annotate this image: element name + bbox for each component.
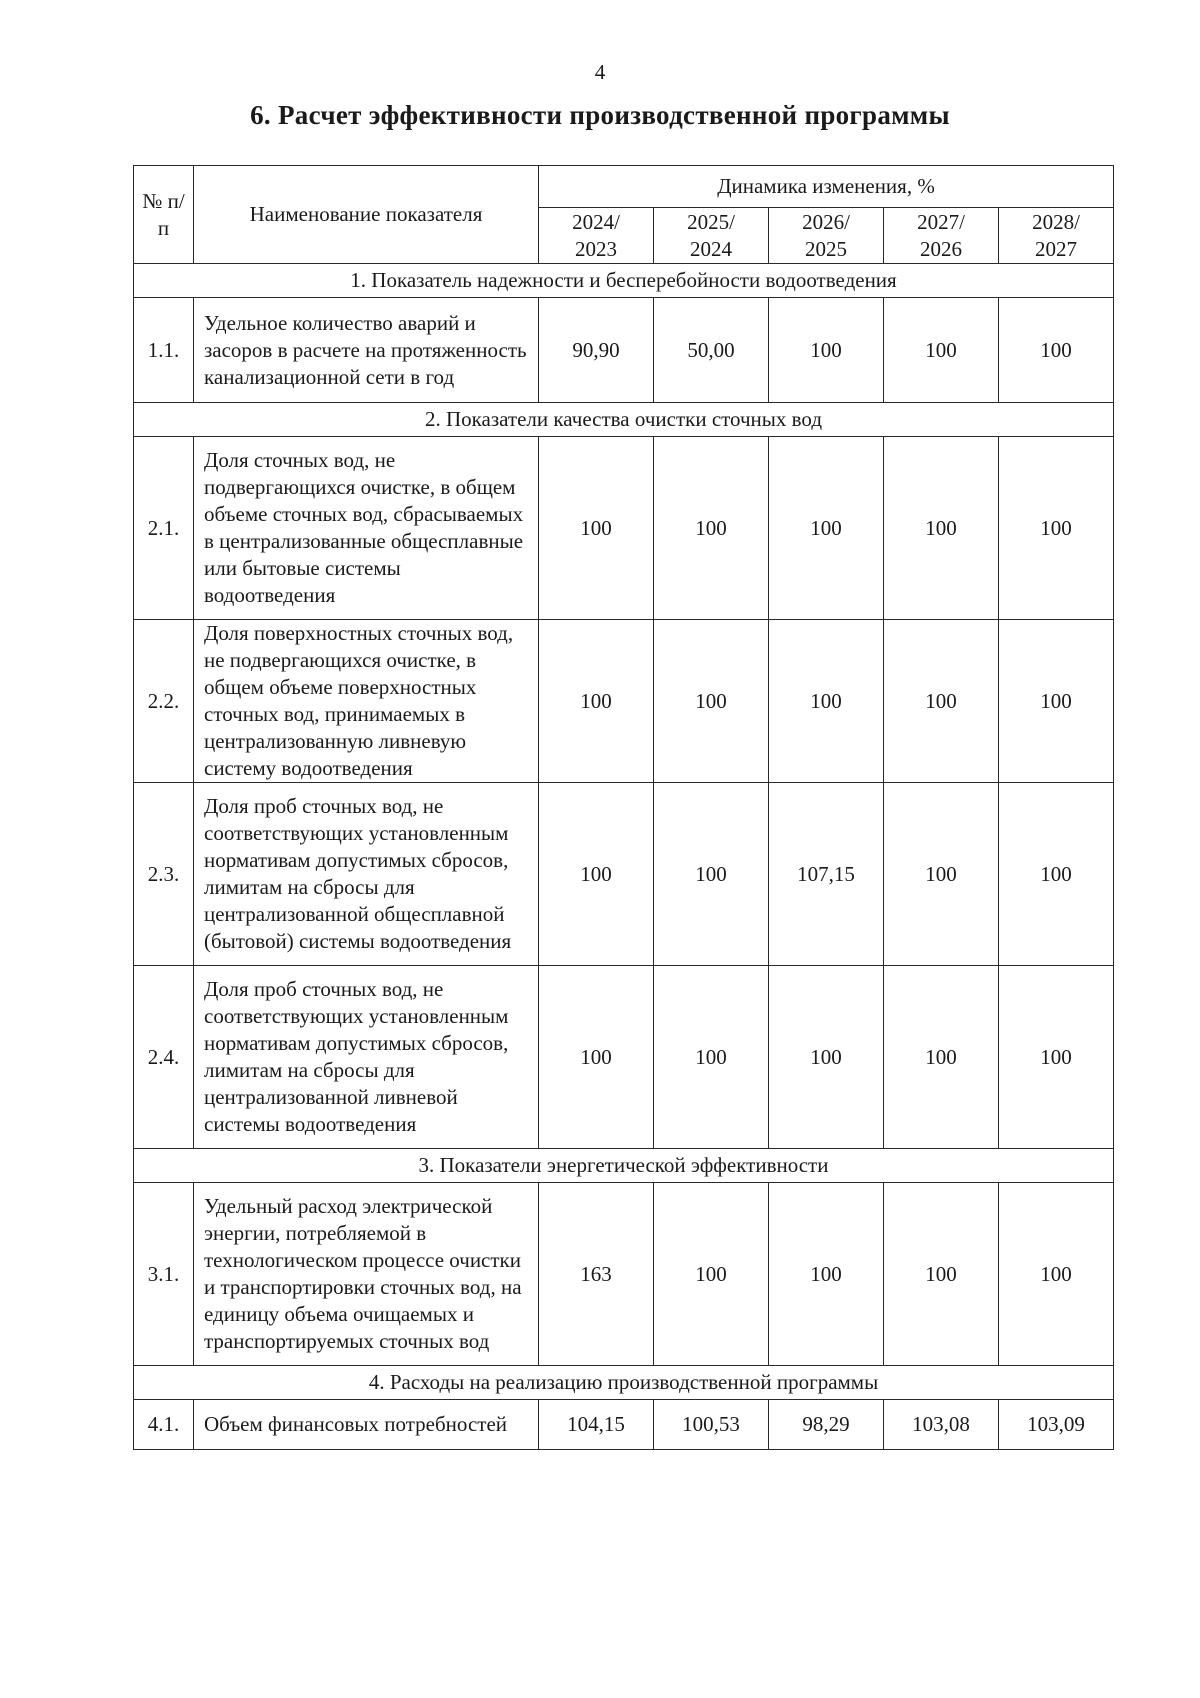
section-title: 4. Расходы на реализацию производственной программы (134, 1366, 1114, 1400)
row-number: 2.1. (134, 437, 194, 620)
value-cell: 100 (999, 620, 1114, 783)
header-period (539, 208, 654, 264)
value-cell: 100 (999, 966, 1114, 1149)
indicator-name: Удельный расход электрической энергии, потребляемой в технологическом процессе очистки и транспортировки сточных вод, на единицу объема очищаемых и транспортируемых сточных вод (194, 1183, 539, 1366)
header-period (999, 208, 1114, 264)
section-row (134, 403, 1114, 437)
value-cell: 100,53 (654, 1400, 769, 1450)
efficiency-table (133, 165, 1114, 1450)
section-title: 3. Показатели энергетической эффективности (134, 1149, 1114, 1183)
table-row (134, 1400, 1114, 1450)
header-period-top: 2024/ (572, 209, 620, 234)
header-period (654, 208, 769, 264)
page-number: 4 (594, 60, 606, 84)
value-cell: 100 (769, 437, 884, 620)
indicator-name: Доля поверхностных сточных вод, не подвергающихся очистке, в общем объеме поверхностных сточных вод, принимаемых в централизованную ливневую систему водоотведения (194, 620, 539, 783)
value-cell: 100 (999, 298, 1114, 403)
header-period (769, 208, 884, 264)
header-period-top: 2026/ (802, 209, 850, 234)
header-period-top: 2028/ (1032, 209, 1080, 234)
value-cell: 100 (999, 437, 1114, 620)
value-cell: 100 (769, 966, 884, 1149)
header-period-bottom: 2027 (1035, 236, 1077, 261)
value-cell: 103,09 (999, 1400, 1114, 1450)
value-cell: 100 (539, 783, 654, 966)
value-cell: 100 (654, 783, 769, 966)
table-row (134, 620, 1114, 783)
table-row (134, 298, 1114, 403)
header-num: № п/п (134, 166, 194, 264)
header-period-bottom: 2024 (690, 236, 732, 261)
value-cell: 100 (769, 620, 884, 783)
header-dynamics: Динамика изменения, % (539, 166, 1114, 208)
value-cell: 100 (884, 437, 999, 620)
value-cell: 100 (654, 620, 769, 783)
header-period-top: 2025/ (687, 209, 735, 234)
row-number: 4.1. (134, 1400, 194, 1450)
indicator-name: Доля проб сточных вод, не соответствующих установленным нормативам допустимых сбросов, лимитам на сбросы для централизованной общесплавной (бытовой) системы водоотведения (194, 783, 539, 966)
section-title: 1. Показатель надежности и бесперебойности водоотведения (134, 264, 1114, 298)
section-row (134, 1149, 1114, 1183)
value-cell: 100 (654, 966, 769, 1149)
row-number: 2.2. (134, 620, 194, 783)
value-cell: 50,00 (654, 298, 769, 403)
value-cell: 100 (539, 620, 654, 783)
row-number: 1.1. (134, 298, 194, 403)
header-name: Наименование показателя (194, 166, 539, 264)
value-cell: 100 (539, 966, 654, 1149)
indicator-name: Доля сточных вод, не подвергающихся очистке, в общем объеме сточных вод, сбрасываемых в централизованные общесплавные или бытовые системы водоотведения (194, 437, 539, 620)
value-cell: 100 (884, 1183, 999, 1366)
value-cell: 98,29 (769, 1400, 884, 1450)
value-cell: 100 (539, 437, 654, 620)
table-row (134, 437, 1114, 620)
value-cell: 103,08 (884, 1400, 999, 1450)
header-period-bottom: 2023 (575, 236, 617, 261)
indicator-name: Объем финансовых потребностей (194, 1400, 539, 1450)
header-period-bottom: 2026 (920, 236, 962, 261)
value-cell: 100 (654, 437, 769, 620)
header-period (884, 208, 999, 264)
value-cell: 104,15 (539, 1400, 654, 1450)
value-cell: 100 (999, 1183, 1114, 1366)
value-cell: 100 (769, 298, 884, 403)
section-row (134, 264, 1114, 298)
table-row (134, 1183, 1114, 1366)
value-cell: 107,15 (769, 783, 884, 966)
header-period-bottom: 2025 (805, 236, 847, 261)
indicator-name: Удельное количество аварий и засоров в расчете на протяженность канализационной сети в год (194, 298, 539, 403)
row-number: 2.3. (134, 783, 194, 966)
page-title: 6. Расчет эффективности производственной программы (250, 100, 950, 130)
value-cell: 100 (654, 1183, 769, 1366)
value-cell: 100 (884, 298, 999, 403)
value-cell: 100 (884, 620, 999, 783)
value-cell: 100 (999, 783, 1114, 966)
value-cell: 90,90 (539, 298, 654, 403)
value-cell: 100 (884, 966, 999, 1149)
header-period-top: 2027/ (917, 209, 965, 234)
value-cell: 100 (884, 783, 999, 966)
value-cell: 100 (769, 1183, 884, 1366)
table-row (134, 966, 1114, 1149)
table-row (134, 783, 1114, 966)
row-number: 3.1. (134, 1183, 194, 1366)
indicator-name: Доля проб сточных вод, не соответствующих установленным нормативам допустимых сбросов, лимитам на сбросы для централизованной ливневой системы водоотведения (194, 966, 539, 1149)
section-row (134, 1366, 1114, 1400)
section-title: 2. Показатели качества очистки сточных вод (134, 403, 1114, 437)
value-cell: 163 (539, 1183, 654, 1366)
row-number: 2.4. (134, 966, 194, 1149)
